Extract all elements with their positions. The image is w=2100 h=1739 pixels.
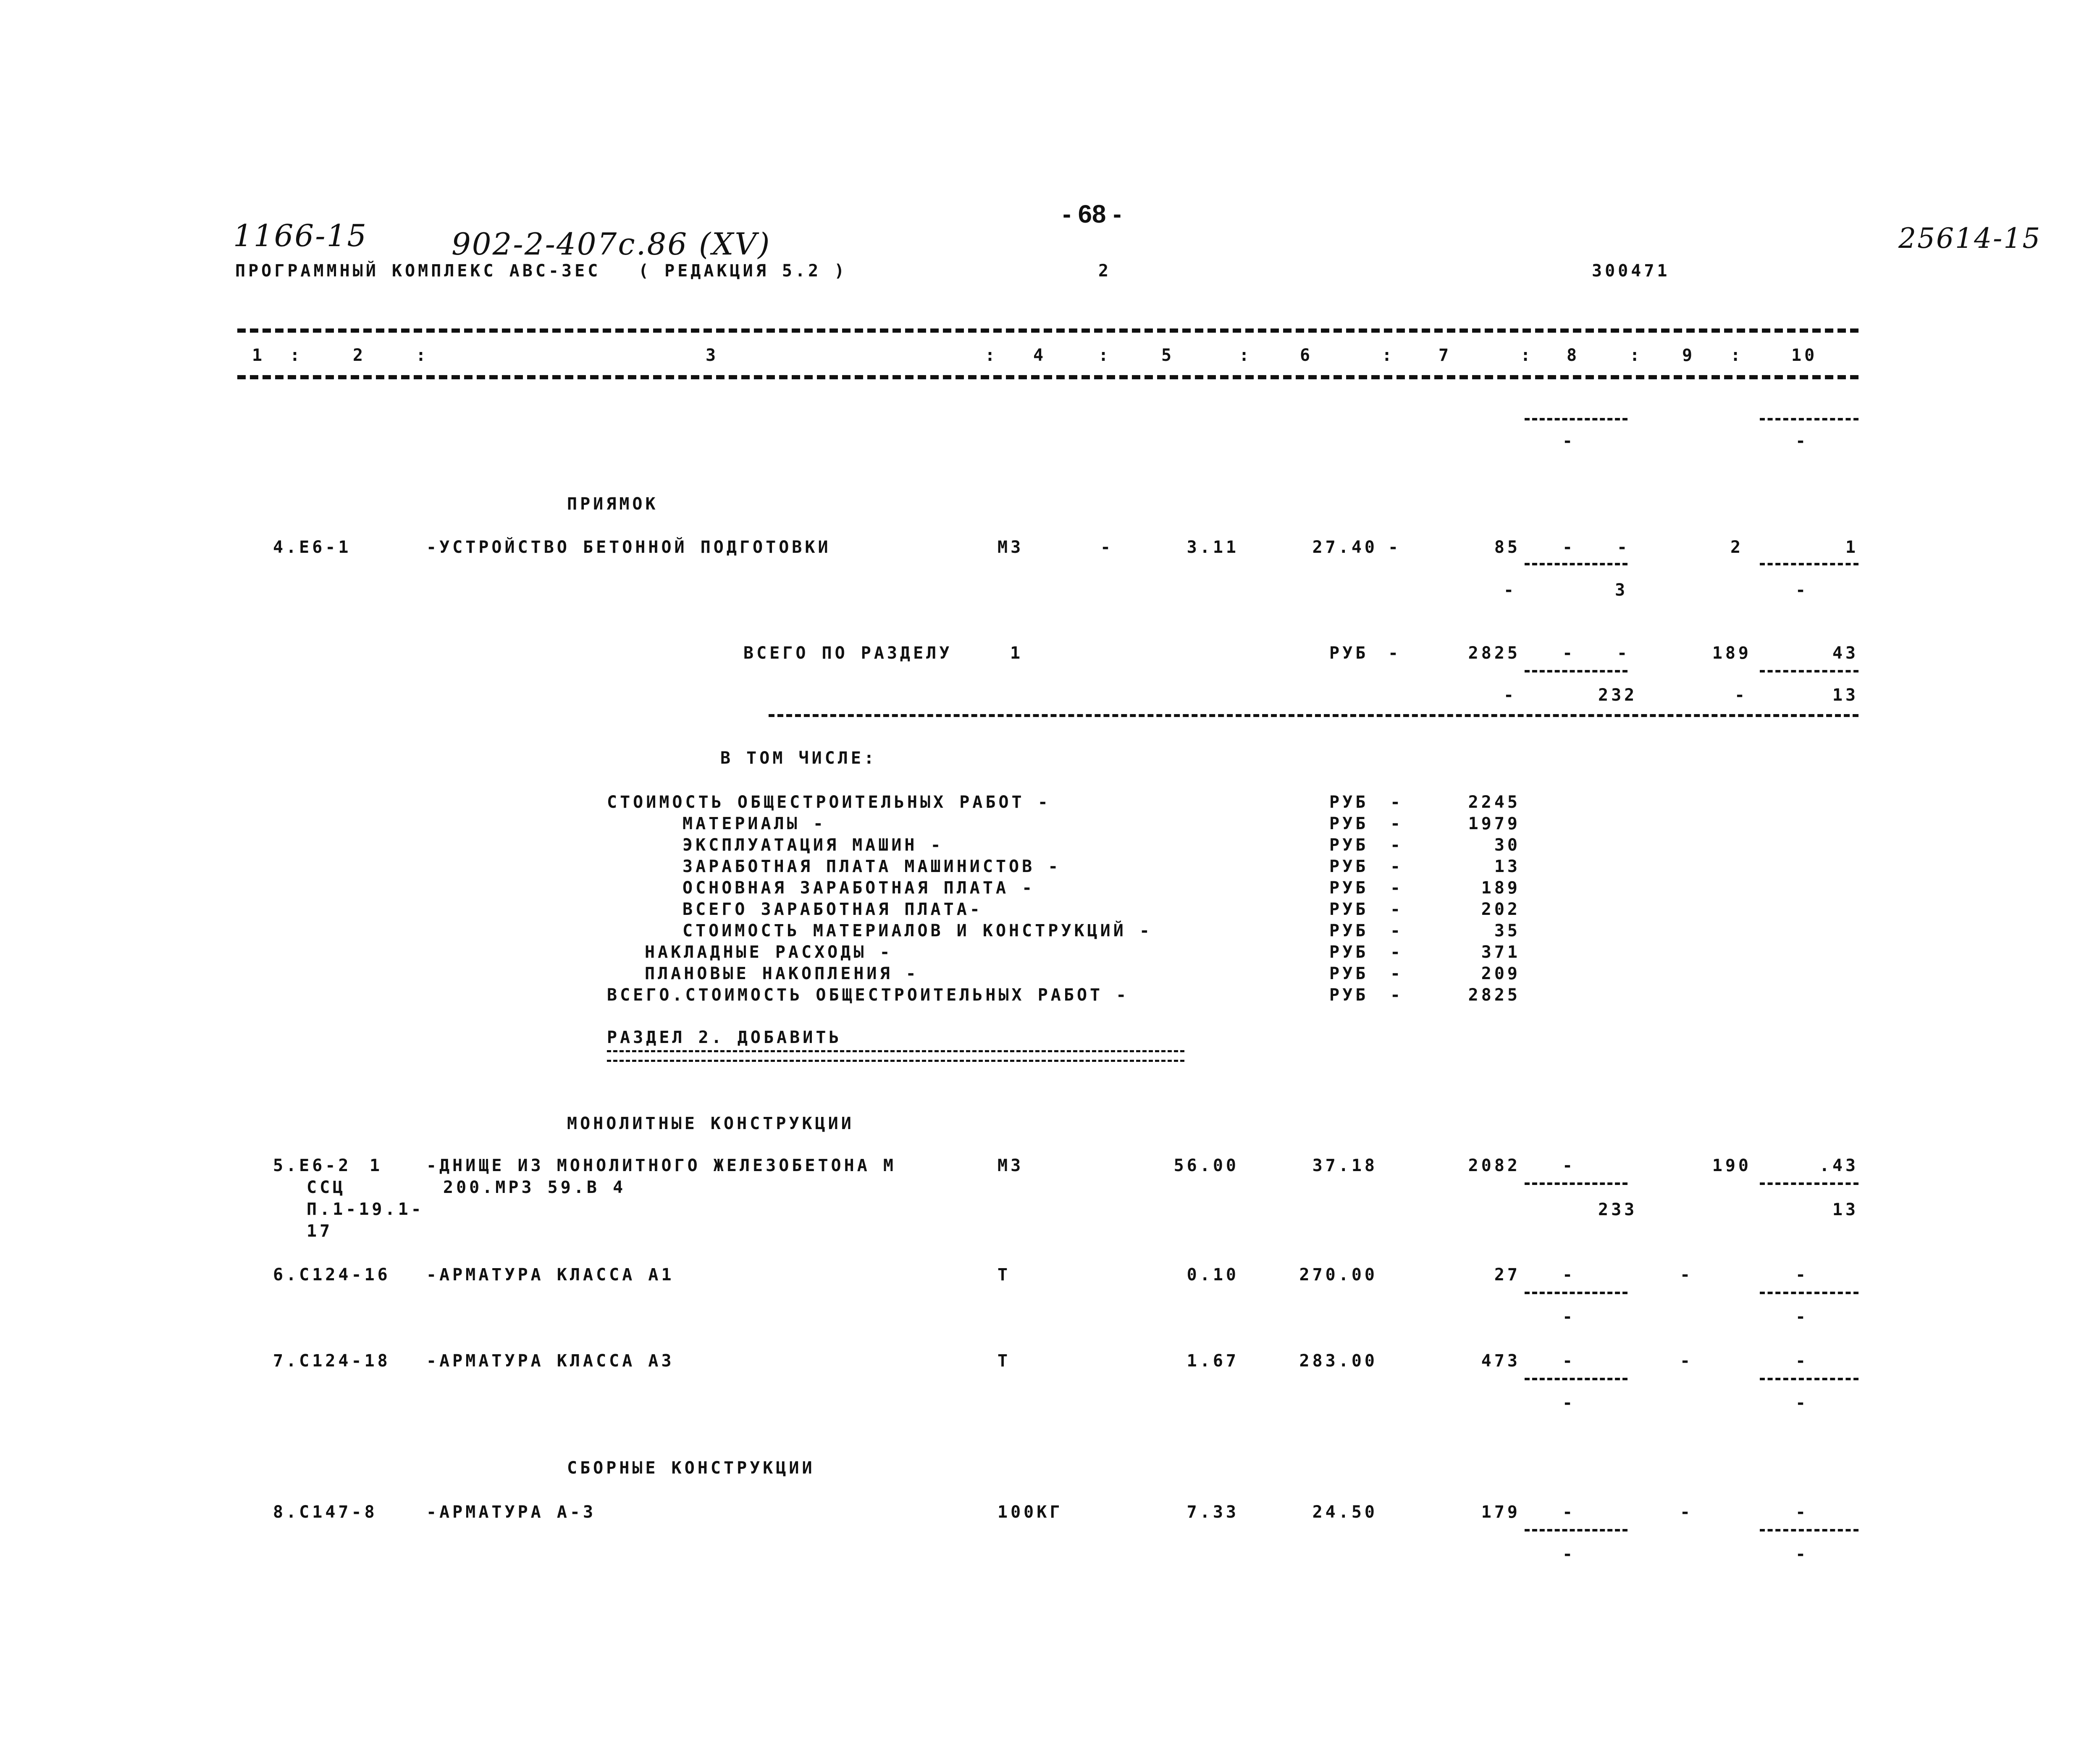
- cell-value: -: [1562, 1393, 1576, 1413]
- column-separator: :: [985, 346, 998, 365]
- handwritten-left-code: 1166-15: [233, 218, 368, 253]
- header-rule-top: [237, 328, 1858, 333]
- row-price: 37.18: [1312, 1156, 1378, 1175]
- subtotal-rule: [1525, 1292, 1628, 1294]
- subtotal-rule: [1760, 563, 1858, 565]
- column-separator: :: [1239, 346, 1252, 365]
- row-code: 6.С124-16: [273, 1265, 391, 1285]
- currency: РУБ: [1329, 814, 1369, 833]
- cell-value: -: [1796, 1351, 1809, 1371]
- cell-value: -: [1796, 1545, 1809, 1564]
- row-total: 85: [1494, 538, 1520, 557]
- cell-value: -: [1680, 1265, 1693, 1285]
- currency: РУБ: [1329, 921, 1369, 940]
- dash: -: [1390, 985, 1404, 1005]
- breakdown-label: НАКЛАДНЫЕ РАСХОДЫ -: [645, 943, 893, 962]
- cell-value: 189: [1712, 644, 1751, 663]
- row-code: 4.Е6-1: [273, 538, 352, 557]
- column-header-3: 3: [706, 346, 719, 365]
- breakdown-label: ВСЕГО ЗАРАБОТНАЯ ПЛАТА-: [682, 900, 983, 919]
- cell-value: 190: [1712, 1156, 1751, 1175]
- column-header-10: 10: [1791, 346, 1818, 365]
- cell-value: -: [1617, 538, 1630, 557]
- row-price: 24.50: [1312, 1503, 1378, 1522]
- dash: -: [1390, 814, 1404, 833]
- cell-value: -: [1562, 1351, 1576, 1371]
- subtotal-rule: [1760, 1182, 1858, 1185]
- program-edition: ( РЕДАКЦИЯ 5.2 ): [638, 261, 848, 281]
- row-price: 283.00: [1299, 1351, 1378, 1371]
- subtotal-rule: [1760, 670, 1858, 672]
- currency: РУБ: [1329, 900, 1369, 919]
- column-header-7: 7: [1438, 346, 1452, 365]
- breakdown-heading: В ТОМ ЧИСЛЕ:: [720, 749, 877, 768]
- row-name: 200.МРЗ 59.В 4: [443, 1178, 626, 1197]
- row-qty-dash: -: [1100, 538, 1114, 557]
- cell-value: -: [1735, 686, 1748, 705]
- dash: -: [1390, 921, 1404, 940]
- dash: -: [1388, 644, 1402, 663]
- row-unit: Т: [998, 1265, 1011, 1285]
- row-qty: 56.00: [1173, 1156, 1239, 1175]
- dash: -: [1390, 793, 1404, 812]
- cell-value: -: [1680, 1351, 1693, 1371]
- column-header-2: 2: [353, 346, 366, 365]
- handwritten-right-code: 25614-15: [1898, 222, 2042, 255]
- breakdown-value: 30: [1494, 835, 1520, 855]
- row-price-dash: -: [1388, 538, 1402, 557]
- row-code: 7.С124-18: [273, 1351, 391, 1371]
- column-separator: :: [1520, 346, 1534, 365]
- row-unit: Т: [998, 1351, 1011, 1371]
- subtotal-rule: [1525, 1529, 1628, 1531]
- row-code: 8.С147-8: [273, 1503, 378, 1522]
- page-number: - 68 -: [1063, 200, 1122, 228]
- breakdown-label: СТОИМОСТЬ ОБЩЕСТРОИТЕЛЬНЫХ РАБОТ -: [607, 793, 1051, 812]
- row-code: П.1-19.1-: [307, 1200, 424, 1219]
- dash: -: [1390, 964, 1404, 983]
- cell-value: -: [1504, 581, 1517, 600]
- cell-value: -: [1562, 1545, 1576, 1564]
- subtotal-rule: [1760, 1292, 1858, 1294]
- currency: РУБ: [1329, 835, 1369, 855]
- cell-value: 232: [1598, 686, 1638, 705]
- section2-heading: РАЗДЕЛ 2. ДОБАВИТЬ: [607, 1028, 842, 1047]
- cell-value: 2: [1730, 538, 1744, 557]
- cell-value: -: [1796, 1393, 1809, 1413]
- row-qty: 7.33: [1186, 1503, 1239, 1522]
- cell-value: -: [1796, 1265, 1809, 1285]
- cell-value: -: [1504, 686, 1517, 705]
- cell-value: -: [1562, 1503, 1576, 1522]
- column-header-4: 4: [1033, 346, 1047, 365]
- currency: РУБ: [1329, 644, 1369, 663]
- subtotal-rule: [1760, 418, 1858, 420]
- column-header-1: 1: [252, 346, 265, 365]
- row-name: -АРМАТУРА А-3: [426, 1503, 596, 1522]
- row-name: -УСТРОЙСТВО БЕТОННОЙ ПОДГОТОВКИ: [426, 538, 831, 557]
- row-unit: М3: [998, 1156, 1024, 1175]
- breakdown-label: ПЛАНОВЫЕ НАКОПЛЕНИЯ -: [645, 964, 919, 983]
- currency: РУБ: [1329, 878, 1369, 898]
- dash: -: [1390, 900, 1404, 919]
- cell-value: -: [1796, 431, 1809, 451]
- section-total-value: 2825: [1468, 644, 1520, 663]
- subtotal-rule: [1525, 1378, 1628, 1380]
- breakdown-value: 371: [1481, 943, 1520, 962]
- cell-value: -: [1562, 1156, 1576, 1175]
- breakdown-value: 1979: [1468, 814, 1520, 833]
- breakdown-label: ЭКСПЛУАТАЦИЯ МАШИН -: [682, 835, 944, 855]
- row-qty: 0.10: [1186, 1265, 1239, 1285]
- row-name: -АРМАТУРА КЛАССА А1: [426, 1265, 675, 1285]
- breakdown-value: 202: [1481, 900, 1520, 919]
- breakdown-value: 2825: [1468, 985, 1520, 1005]
- currency: РУБ: [1329, 985, 1369, 1005]
- column-separator: :: [1098, 346, 1112, 365]
- column-header-9: 9: [1682, 346, 1696, 365]
- section2-double-rule: [607, 1050, 1184, 1062]
- cell-value: -: [1562, 538, 1576, 557]
- cell-value: -: [1562, 1307, 1576, 1327]
- cell-value: .43: [1819, 1156, 1858, 1175]
- program-title: ПРОГРАММНЫЙ КОМПЛЕКС АВС-3ЕС: [235, 261, 601, 281]
- section-total-label: ВСЕГО ПО РАЗДЕЛУ: [743, 644, 953, 663]
- row-price: 270.00: [1299, 1265, 1378, 1285]
- row-unit: 100КГ: [998, 1503, 1063, 1522]
- subtotal-rule: [1525, 418, 1628, 420]
- cell-value: 13: [1832, 686, 1858, 705]
- currency: РУБ: [1329, 793, 1369, 812]
- dash: -: [1390, 943, 1404, 962]
- subheading-priyamok: ПРИЯМОК: [567, 494, 659, 514]
- column-separator: :: [1382, 346, 1395, 365]
- subtotal-rule: [1525, 1182, 1628, 1185]
- row-unit: М3: [998, 538, 1024, 557]
- row-name: -АРМАТУРА КЛАССА А3: [426, 1351, 675, 1371]
- dash: -: [1390, 878, 1404, 898]
- cell-value: 13: [1832, 1200, 1858, 1219]
- row-qty: 3.11: [1186, 538, 1239, 557]
- breakdown-label: СТОИМОСТЬ МАТЕРИАЛОВ И КОНСТРУКЦИЙ -: [682, 921, 1152, 940]
- breakdown-value: 209: [1481, 964, 1520, 983]
- column-header-6: 6: [1300, 346, 1313, 365]
- subtotal-rule: [1525, 563, 1628, 565]
- cell-value: 1: [1845, 538, 1858, 557]
- column-separator: :: [1730, 346, 1744, 365]
- breakdown-label: МАТЕРИАЛЫ -: [682, 814, 826, 833]
- handwritten-project-code: 902-2-407c.86 (XV): [452, 226, 771, 262]
- currency: РУБ: [1329, 964, 1369, 983]
- cell-value: -: [1796, 1503, 1809, 1522]
- row-code: 1: [370, 1156, 383, 1175]
- row-code: ССЦ: [307, 1178, 346, 1197]
- breakdown-value: 35: [1494, 921, 1520, 940]
- currency: РУБ: [1329, 943, 1369, 962]
- cell-value: 3: [1615, 581, 1628, 600]
- cell-value: 233: [1598, 1200, 1638, 1219]
- row-code: 5.Е6-2: [273, 1156, 352, 1175]
- currency: РУБ: [1329, 857, 1369, 876]
- row-qty: 1.67: [1186, 1351, 1239, 1371]
- breakdown-label: ОСНОВНАЯ ЗАРАБОТНАЯ ПЛАТА -: [682, 878, 1035, 898]
- row-total: 27: [1494, 1265, 1520, 1285]
- row-total: 473: [1481, 1351, 1520, 1371]
- breakdown-value: 13: [1494, 857, 1520, 876]
- column-separator: :: [1630, 346, 1643, 365]
- header-rule-bottom: [237, 375, 1858, 379]
- row-name: -ДНИЩЕ ИЗ МОНОЛИТНОГО ЖЕЛЕЗОБЕТОНА М: [426, 1156, 896, 1175]
- cell-value: -: [1617, 644, 1630, 663]
- breakdown-value: 189: [1481, 878, 1520, 898]
- cell-value: -: [1562, 431, 1576, 451]
- subtotal-rule: [1760, 1378, 1858, 1380]
- section-total-rule: [769, 714, 1858, 717]
- dash: -: [1390, 835, 1404, 855]
- subtotal-rule: [1760, 1529, 1858, 1531]
- dash: -: [1390, 857, 1404, 876]
- column-separator: :: [290, 346, 303, 365]
- section-number: 1: [1010, 644, 1024, 663]
- cell-value: -: [1562, 644, 1576, 663]
- breakdown-label: ВСЕГО.СТОИМОСТЬ ОБЩЕСТРОИТЕЛЬНЫХ РАБОТ -: [607, 985, 1129, 1005]
- row-price: 27.40: [1312, 538, 1378, 557]
- subheading-monolithic: МОНОЛИТНЫЕ КОНСТРУКЦИИ: [567, 1114, 854, 1133]
- row-total: 2082: [1468, 1156, 1520, 1175]
- subheading-precast: СБОРНЫЕ КОНСТРУКЦИИ: [567, 1458, 815, 1478]
- cell-value: -: [1562, 1265, 1576, 1285]
- breakdown-label: ЗАРАБОТНАЯ ПЛАТА МАШИНИСТОВ -: [682, 857, 1061, 876]
- column-header-5: 5: [1161, 346, 1175, 365]
- row-total: 179: [1481, 1503, 1520, 1522]
- cell-value: -: [1680, 1503, 1693, 1522]
- program-code: 300471: [1592, 261, 1670, 281]
- column-separator: :: [416, 346, 429, 365]
- column-header-8: 8: [1567, 346, 1580, 365]
- breakdown-value: 2245: [1468, 793, 1520, 812]
- row-code: 17: [307, 1222, 333, 1241]
- cell-value: 43: [1832, 644, 1858, 663]
- cell-value: -: [1796, 1307, 1809, 1327]
- sheet-number: 2: [1098, 261, 1112, 281]
- subtotal-rule: [1525, 670, 1628, 672]
- cell-value: -: [1796, 581, 1809, 600]
